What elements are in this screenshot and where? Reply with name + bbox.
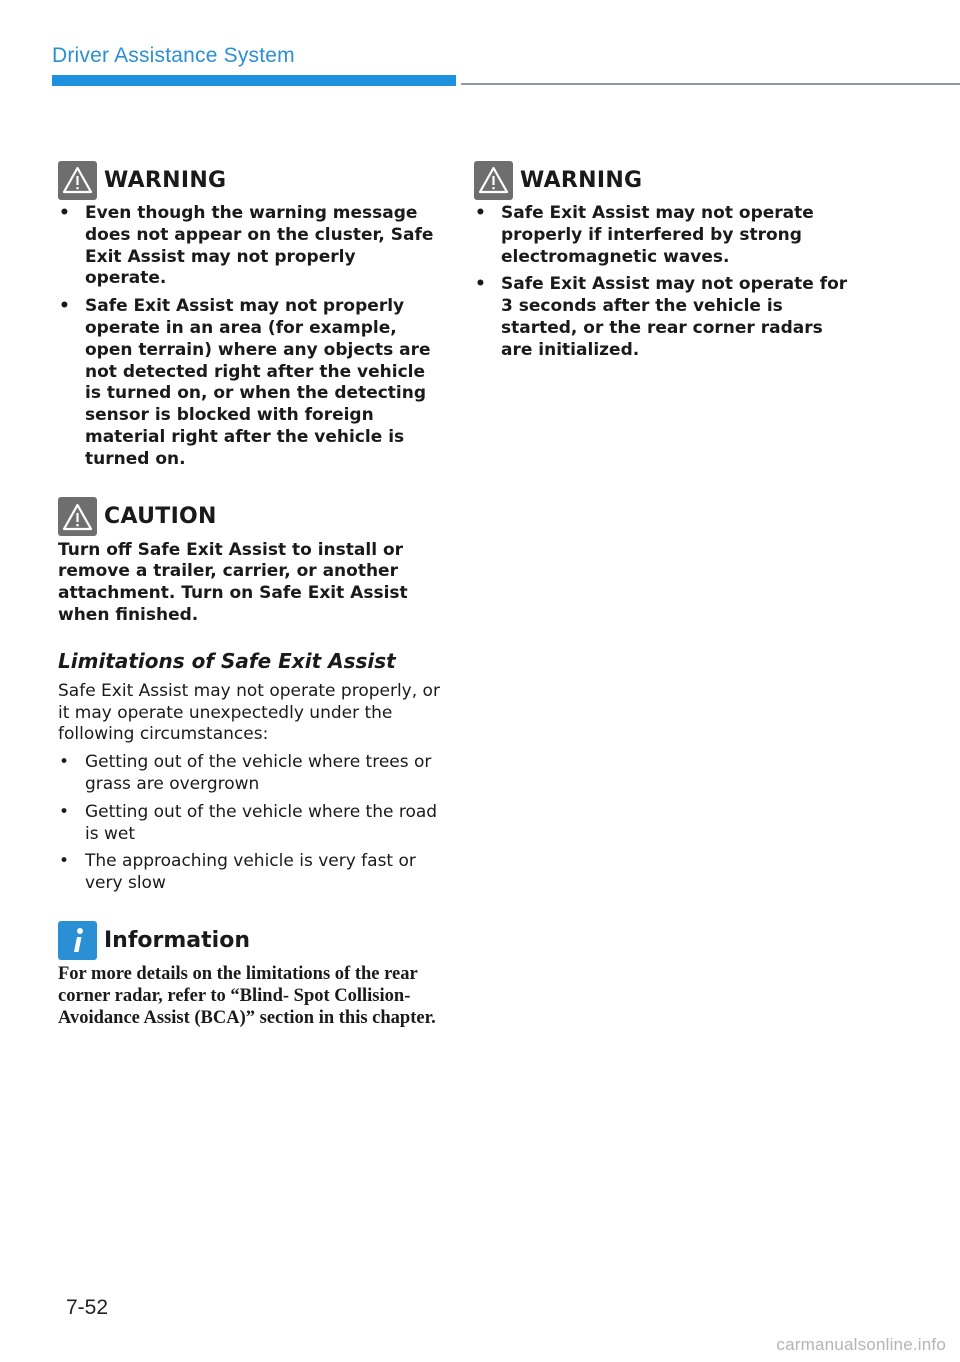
section-header-title: Driver Assistance System [52, 44, 295, 67]
limitations-intro: Safe Exit Assist may not operate properly, or it may operate unexpectedly under the following circumstances: [58, 680, 440, 745]
watermark: carmanualsonline.info [776, 1335, 946, 1354]
warning-box-right [474, 160, 858, 362]
caution-text: Turn off Safe Exit Assist to install or remove a trailer, carrier, or another attachment. Turn on Safe Exit Assist when finished. [58, 539, 408, 625]
caution-box [58, 497, 442, 627]
right-column [474, 160, 858, 368]
list-item: • Safe Exit Assist may not properly operate in an area (for example, open terrain) where any objects are not detected right after the vehicle is turned on, or when the detecting sensor is blocked with foreign material right after the vehicle is turned on. [58, 296, 442, 470]
limitations-list [58, 752, 442, 895]
warning-header [474, 160, 858, 200]
warning-triangle-icon [474, 161, 513, 200]
list-item: • Even though the warning message does not appear on the cluster, Safe Exit Assist may not properly operate. [58, 203, 442, 290]
caution-triangle-icon [58, 497, 97, 536]
warning-list [58, 203, 442, 471]
warning-title: WARNING [520, 167, 643, 193]
warning-list [474, 203, 858, 362]
warning-box-left [58, 160, 442, 471]
header-accent-bar [52, 75, 456, 86]
information-text: For more details on the limitations of the rear corner radar, refer to “Blind- Spot Collision-Avoidance Assist (BCA)” section in this chapter. [58, 963, 436, 1028]
information-header [58, 921, 442, 961]
limitations-section [58, 649, 442, 895]
list-item: • Getting out of the vehicle where the road is wet [58, 802, 442, 846]
caution-header [58, 497, 442, 537]
list-item: • Getting out of the vehicle where trees or grass are overgrown [58, 752, 442, 796]
warning-header [58, 160, 442, 200]
list-item: • Safe Exit Assist may not operate properly if interfered by strong electromagnetic waves. [474, 203, 858, 268]
left-column [58, 160, 442, 1029]
information-title: Information [104, 928, 250, 954]
list-item: • Safe Exit Assist may not operate for 3 seconds after the vehicle is started, or the rear corner radars are initialized. [474, 274, 858, 361]
warning-triangle-icon [58, 161, 97, 200]
header-divider-line [461, 83, 960, 85]
limitations-heading: Limitations of Safe Exit Assist [58, 648, 396, 673]
list-item: • The approaching vehicle is very fast or very slow [58, 851, 442, 895]
page-number: 7-52 [66, 1296, 109, 1319]
info-icon [58, 921, 97, 960]
information-box [58, 921, 442, 1029]
warning-title: WARNING [104, 167, 227, 193]
caution-title: CAUTION [104, 504, 217, 530]
